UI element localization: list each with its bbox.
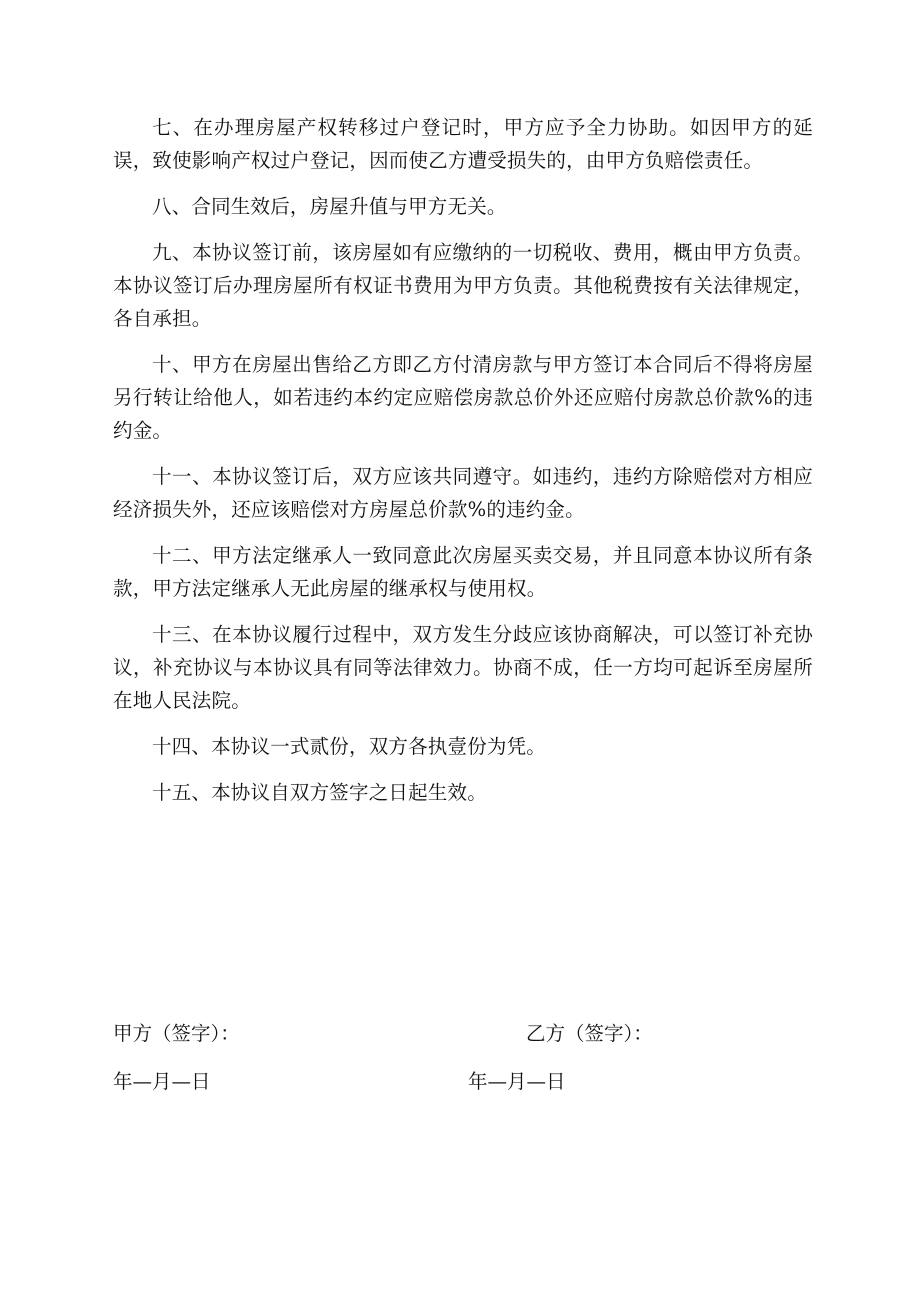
- clause-9: 九、本协议签订前，该房屋如有应缴纳的一切税收、费用，概由甲方负责。本协议签订后办理房屋所有权证书费用为甲方负责。其他税费按有关法律规定，各自承担。: [113, 241, 813, 330]
- party-a-signature-label: 甲方（签字）：: [113, 1022, 240, 1045]
- clause-8: 八、合同生效后，房屋升值与甲方无关。: [152, 195, 507, 218]
- clause-14: 十四、本协议一式贰份，双方各执壹份为凭。: [152, 735, 547, 758]
- clause-7: 七、在办理房屋产权转移过户登记时，甲方应予全力协助。如因甲方的延误，致使影响产权过户登记，因而使乙方遭受损失的，由甲方负赔偿责任。: [113, 116, 813, 172]
- clause-10: 十、甲方在房屋出售给乙方即乙方付清房款与甲方签订本合同后不得将房屋另行转让给他人，如若违约本约定应赔偿房款总价外还应赔付房款总价款%的违约金。: [113, 353, 813, 442]
- clauses-section: [113, 111, 813, 822]
- clause-12: 十二、甲方法定继承人一致同意此次房屋买卖交易，并且同意本协议所有条款，甲方法定继承人无此房屋的继承权与使用权。: [113, 544, 813, 600]
- party-b-date: 年—月—日: [468, 1070, 566, 1093]
- party-a-date: 年—月—日: [113, 1070, 211, 1093]
- party-b-signature-label: 乙方（签字）：: [526, 1022, 653, 1045]
- clause-15: 十五、本协议自双方签字之日起生效。: [152, 781, 487, 804]
- clause-11: 十一、本协议签订后，双方应该共同遵守。如违约，违约方除赔偿对方相应经济损失外，还应该赔偿对方房屋总价款%的违约金。: [113, 465, 813, 521]
- clause-13: 十三、在本协议履行过程中，双方发生分歧应该协商解决，可以签订补充协议，补充协议与本协议具有同等法律效力。协商不成，任一方均可起诉至房屋所在地人民法院。: [113, 623, 813, 712]
